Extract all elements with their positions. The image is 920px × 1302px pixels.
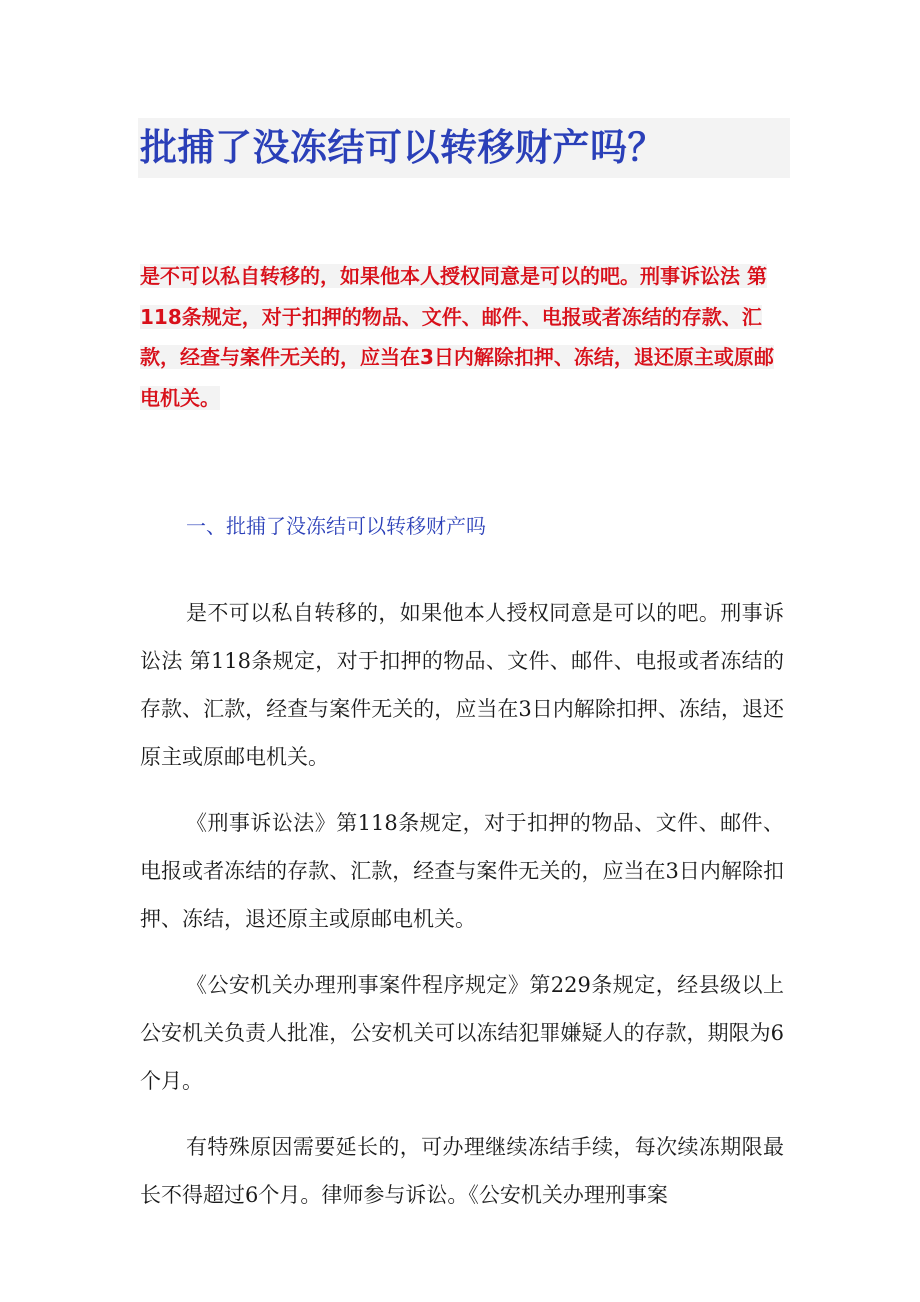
body-paragraph-2: 《刑事诉讼法》第118条规定，对于扣押的物品、文件、邮件、电报或者冻结的存款、汇款，经查与案件无关的，应当在3日内解除扣押、冻结，退还原主或原邮电机关。	[140, 811, 784, 931]
summary-paragraph	[140, 256, 790, 418]
body-paragraph-1: 是不可以私自转移的，如果他本人授权同意是可以的吧。刑事诉讼法 第118条规定，对于扣押的物品、文件、邮件、电报或者冻结的存款、汇款，经查与案件无关的，应当在3日内解除扣押、冻结，退还原主或原邮电机关。	[140, 601, 784, 769]
section-heading: 一、批捕了没冻结可以转移财产吗	[186, 514, 486, 538]
document-title	[138, 118, 790, 178]
summary-text: 是不可以私自转移的，如果他本人授权同意是可以的吧。刑事诉讼法 第118条规定，对于扣押的物品、文件、邮件、电报或者冻结的存款、汇款，经查与案件无关的，应当在3日内解除扣押、冻结，退还原主或原邮电机关。	[140, 264, 774, 410]
document-title-text: 批捕了没冻结可以转移财产吗？	[140, 126, 665, 169]
body-paragraph-4: 有特殊原因需要延长的，可办理继续冻结手续，每次续冻期限最长不得超过6个月。律师参与诉讼。《公安机关办理刑事案	[140, 1135, 784, 1207]
body-paragraph-3: 《公安机关办理刑事案件程序规定》第229条规定，经县级以上公安机关负责人批准，公安机关可以冻结犯罪嫌疑人的存款，期限为6个月。	[140, 973, 784, 1093]
